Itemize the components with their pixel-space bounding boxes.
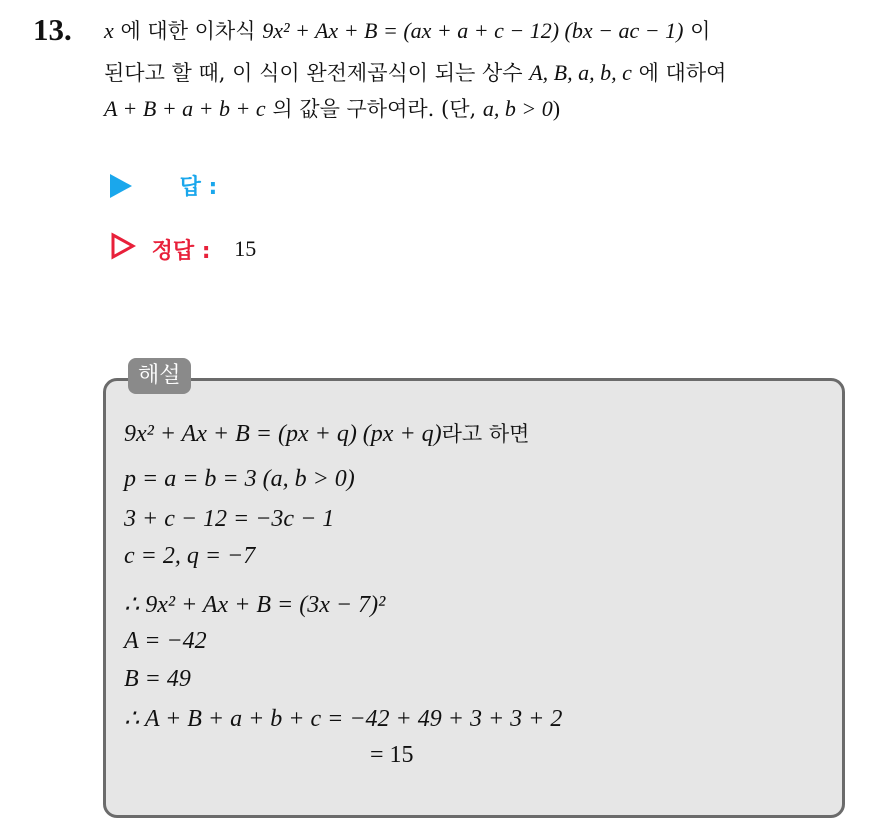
solution-expr: B = 49 [124,666,191,692]
correct-answer-row [110,232,256,266]
problem-number: 13. [33,12,72,47]
correct-answer-value: 15 [234,236,257,261]
solution-expr: p = a = b = 3 (a, b > 0) [124,466,355,492]
solution-line-9 [370,742,414,769]
solution-expr: ∴ 9x² + Ax + B = (3x − 7)² [124,592,386,618]
solution-expr: A = −42 [124,628,207,654]
correct-answer-label: 정답 : [151,238,211,264]
var-x: x [104,18,114,43]
q-text: 된다고 할 때, 이 식이 완전제곱식이 되는 상수 [104,61,530,85]
solution-expr: c = 2, q = −7 [124,543,256,569]
solution-line-4 [124,543,255,570]
solution-expr: 9x² + Ax + B = (px + q) (px + q) [124,421,442,447]
solution-line-2 [124,466,355,493]
solution-expr: = 15 [370,742,414,768]
solution-line-8 [124,704,562,733]
outline-triangle-icon [110,232,136,266]
q-cond: a, b > 0 [482,96,553,121]
q-vars: A, B, a, b, c [529,60,632,85]
solution-line-5 [124,590,385,619]
answer-label: 답 : [179,175,218,200]
answer-row [110,170,217,201]
q-text: 의 값을 구하여라. (단, [265,97,483,121]
solution-tag: 해설 [128,358,191,394]
solution-line-1 [124,418,529,448]
question-line-1 [104,16,710,46]
solution-text: 라고 하면 [441,422,530,446]
solution-expr: 3 + c − 12 = −3c − 1 [124,506,335,532]
solution-line-6 [124,628,207,655]
solution-expr: ∴ A + B + a + b + c = −42 + 49 + 3 + 3 + 2 [124,706,563,732]
play-triangle-icon [110,174,132,198]
solution-line-3 [124,506,334,533]
q-expr: 9x² + Ax + B = (ax + a + c − 12) (bx − ac − 1) [262,18,684,43]
solution-line-7 [124,666,191,693]
question-line-3 [104,94,560,124]
q-expr: A + B + a + b + c [104,96,266,121]
q-text: 에 대한 이차식 [113,19,263,43]
q-text: ) [552,96,561,121]
q-text: 이 [683,19,711,43]
question-line-2 [104,58,726,88]
q-text: 에 대하여 [631,61,727,85]
